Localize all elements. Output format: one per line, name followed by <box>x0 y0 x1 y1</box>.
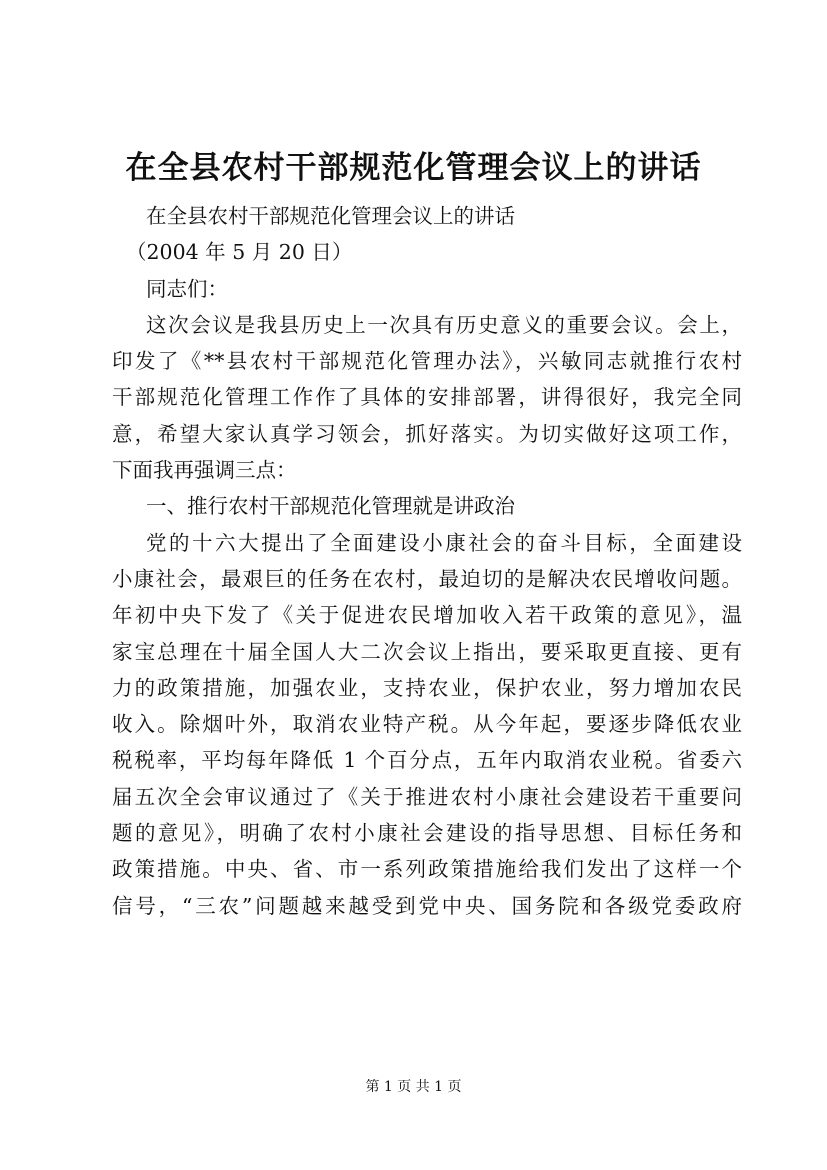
paragraph-line: 家宝总理在十届全国人大二次会议上指出，要采取更直接、更有 <box>112 639 742 664</box>
paragraph-line: 题的意见》，明确了农村小康社会建设的指导思想、目标任务和 <box>112 821 742 846</box>
paragraph-line: 这次会议是我县历史上一次具有历史意义的重要会议。会上， <box>146 312 742 337</box>
paragraph-line: 税税率，平均每年降低 1 个百分点，五年内取消农业税。省委六 <box>112 748 742 773</box>
salutation: 同志们： <box>146 276 228 301</box>
paragraph-2 <box>112 525 742 924</box>
paragraph-line: 届五次全会审议通过了《关于推进农村小康社会建设若干重要问 <box>112 784 742 809</box>
paragraph-line: 小康社会，最艰巨的任务在农村，最迫切的是解决农民增收问题。 <box>112 566 742 591</box>
paragraph-line: 印发了《**县农村干部规范化管理办法》，兴敏同志就推行农村 <box>112 349 742 374</box>
paragraph-line: 年初中央下发了《关于促进农民增加收入若干政策的意见》，温 <box>112 603 742 628</box>
paragraph-line: 党的十六大提出了全面建设小康社会的奋斗目标，全面建设 <box>146 530 742 555</box>
page-number-footer: 第 1 页 共 1 页 <box>365 1079 462 1095</box>
document-title: 在全县农村干部规范化管理会议上的讲话 <box>125 150 702 186</box>
paragraph-line: 力的政策措施，加强农业，支持农业，保护农业，努力增加农民 <box>112 675 742 700</box>
paragraph-line: 意，希望大家认真学习领会，抓好落实。为切实做好这项工作， <box>112 421 742 446</box>
document-body <box>112 198 742 924</box>
speech-date: （2004 年 5 月 20 日） <box>126 240 353 265</box>
paragraph-line: 政策措施。中央、省、市一系列政策措施给我们发出了这样一个 <box>112 857 742 882</box>
section-heading: 一、推行农村干部规范化管理就是讲政治 <box>146 494 515 519</box>
paragraph-line: 干部规范化管理工作作了具体的安排部署，讲得很好，我完全同 <box>112 385 742 410</box>
paragraph-line: 信号，“三农”问题越来越受到党中央、国务院和各级党委政府 <box>112 893 742 918</box>
subtitle: 在全县农村干部规范化管理会议上的讲话 <box>146 204 515 228</box>
paragraph-line: 下面我再强调三点： <box>112 458 297 483</box>
paragraph-1 <box>112 307 742 488</box>
paragraph-line: 收入。除烟叶外，取消农业特产税。从今年起，要逐步降低农业 <box>112 712 742 737</box>
